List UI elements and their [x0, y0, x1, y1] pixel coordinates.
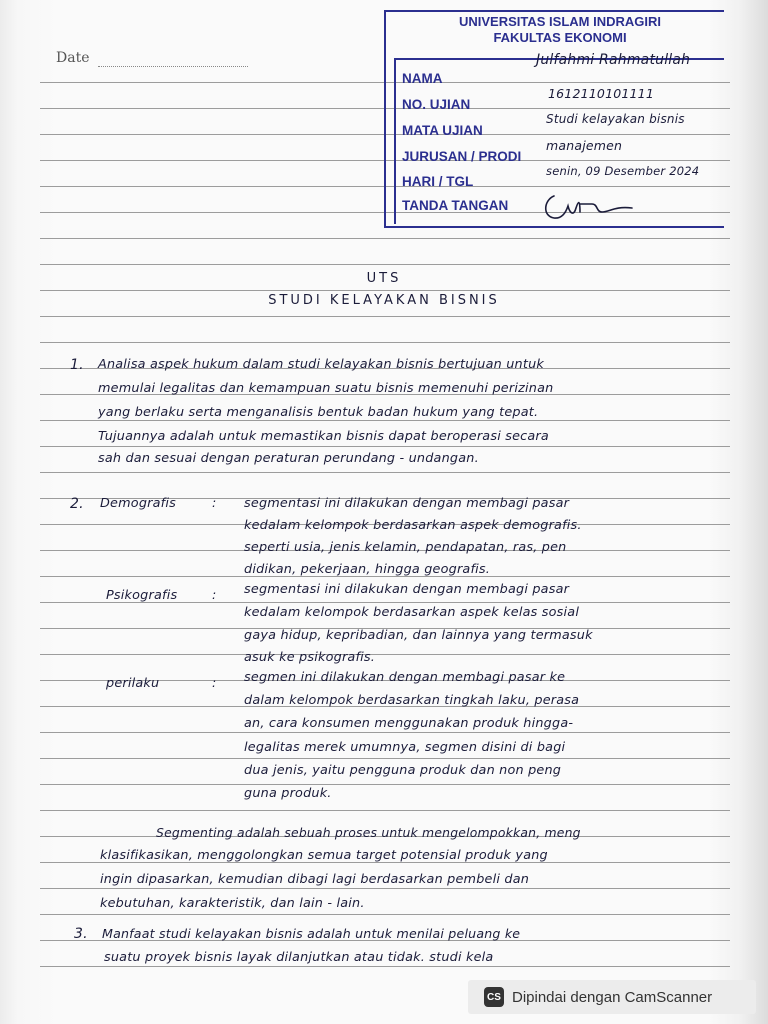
field-value-jurusan-prodi: manajemen — [546, 138, 623, 153]
field-value-nama: Julfahmi Rahmatullah — [536, 52, 691, 68]
q2-perilaku-line: legalitas merek umumnya, segmen disini di bagi — [244, 740, 566, 755]
q2-psikografis-line: asuk ke psikografis. — [244, 650, 376, 665]
ruled-line — [40, 810, 730, 811]
ruled-line — [40, 316, 730, 317]
field-label-nama: NAMA — [402, 71, 443, 86]
q2-summary-line: klasifikasikan, menggolongkan semua target potensial produk yang — [100, 848, 548, 863]
q2-perilaku-line: segmen ini dilakukan dengan membagi pasar ke — [244, 670, 566, 685]
q2-demografis-line: kedalam kelompok berdasarkan aspek demografis. — [244, 518, 582, 533]
ruled-line — [40, 264, 730, 265]
field-label-hari-tgl: HARI / TGL — [402, 174, 474, 189]
q2-psikografis-colon: : — [212, 588, 217, 603]
ruled-line — [40, 732, 730, 733]
q1-line: yang berlaku serta menganalisis bentuk badan hukum yang tepat. — [98, 405, 539, 420]
q2-perilaku-line: dalam kelompok berdasarkan tingkah laku, perasa — [244, 693, 580, 708]
ruled-line — [40, 914, 730, 915]
camscanner-watermark — [468, 980, 756, 1014]
field-value-mata-ujian: Studi kelayakan bisnis — [546, 112, 685, 126]
ruled-line — [40, 784, 730, 785]
q2-demografis-label: Demografis — [100, 496, 176, 511]
ruled-line — [40, 888, 730, 889]
university-name: UNIVERSITAS ISLAM INDRAGIRI — [459, 14, 661, 29]
date-line — [98, 66, 248, 67]
ruled-line — [40, 654, 730, 655]
q2-perilaku-colon: : — [212, 676, 217, 691]
q2-demografis-line: seperti usia, jenis kelamin, pendapatan, ras, pen — [244, 540, 567, 555]
faculty-name: FAKULTAS EKONOMI — [493, 30, 627, 45]
q2-psikografis-label: Psikografis — [106, 588, 178, 603]
q2-demografis-line: segmentasi ini dilakukan dengan membagi pasar — [244, 496, 570, 511]
q2-perilaku-line: guna produk. — [244, 786, 332, 801]
q2-psikografis-line: kedalam kelompok berdasarkan aspek kelas sosial — [244, 605, 580, 620]
q2-summary-line: Segmenting adalah sebuah proses untuk mengelompokkan, meng — [156, 825, 581, 840]
ruled-line — [40, 290, 730, 291]
camscanner-icon: CS — [484, 987, 504, 1007]
q2-psikografis-line: segmentasi ini dilakukan dengan membagi pasar — [244, 582, 570, 597]
q2-demografis-colon: : — [212, 496, 217, 511]
q1-line: Analisa aspek hukum dalam studi kelayakan bisnis bertujuan untuk — [98, 357, 544, 372]
ruled-line — [40, 472, 730, 473]
ruled-line — [40, 420, 730, 421]
camscanner-text: Dipindai dengan CamScanner — [512, 988, 713, 1006]
field-label-tanda-tangan: TANDA TANGAN — [402, 198, 509, 213]
q2-summary-line: ingin dipasarkan, kemudian dibagi lagi berdasarkan pembeli dan — [100, 872, 530, 887]
signature — [540, 190, 640, 224]
field-label-no-ujian: NO. UJIAN — [402, 97, 471, 112]
field-value-no-ujian: 1612110101111 — [548, 86, 654, 101]
date-label: Date — [56, 50, 90, 66]
exam-subject: STUDI KELAYAKAN BISNIS — [268, 293, 500, 308]
q1-number: 1. — [70, 357, 84, 373]
q3-number: 3. — [74, 926, 88, 942]
q2-summary-line: kebutuhan, karakteristik, dan lain - lain. — [100, 896, 365, 911]
ruled-line — [40, 758, 730, 759]
q1-line: memulai legalitas dan kemampuan suatu bisnis memenuhi perizinan — [98, 381, 554, 396]
field-label-mata-ujian: MATA UJIAN — [402, 123, 483, 138]
q2-number: 2. — [70, 496, 84, 512]
ruled-line — [40, 446, 730, 447]
ruled-line — [40, 238, 730, 239]
ruled-line — [40, 342, 730, 343]
q2-psikografis-line: gaya hidup, kepribadian, dan lainnya yang termasuk — [244, 628, 593, 643]
q2-perilaku-line: dua jenis, yaitu pengguna produk dan non peng — [244, 763, 562, 778]
q3-line: suatu proyek bisnis layak dilanjutkan atau tidak. studi kela — [104, 950, 494, 965]
field-value-hari-tgl: senin, 09 Desember 2024 — [546, 164, 700, 178]
q3-line: Manfaat studi kelayakan bisnis adalah untuk menilai peluang ke — [102, 926, 521, 941]
q2-perilaku-line: an, cara konsumen menggunakan produk hingga- — [244, 716, 574, 731]
field-label-jurusan-prodi: JURUSAN / PRODI — [402, 149, 522, 164]
q2-demografis-line: didikan, pekerjaan, hingga geografis. — [244, 562, 491, 577]
q1-line: sah dan sesuai dengan peraturan perundang - undangan. — [98, 451, 479, 466]
ruled-line — [40, 966, 730, 967]
exam-title: UTS — [366, 271, 402, 286]
q2-perilaku-label: perilaku — [106, 676, 160, 691]
q1-line: Tujuannya adalah untuk memastikan bisnis dapat beroperasi secara — [98, 429, 549, 444]
